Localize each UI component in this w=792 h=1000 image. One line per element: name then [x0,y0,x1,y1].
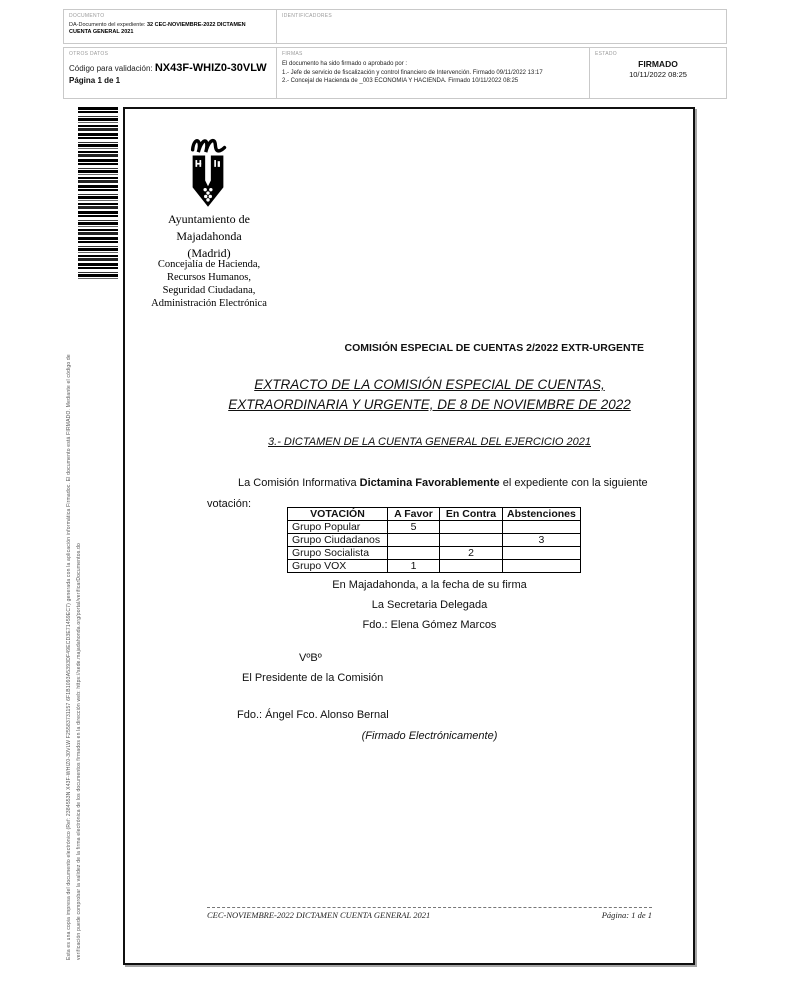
electronic-signature-note: (Firmado Electrónicamente) [361,730,498,742]
votes-en-contra [440,560,503,573]
header-estado-cell [589,47,727,99]
votes-en-contra: 2 [440,547,503,560]
votacion-table [287,507,581,573]
main-heading-line1: EXTRACTO DE LA COMISIÓN ESPECIAL DE CUENTAS, [254,377,605,392]
vertical-verification-text-line2: verificación puede comprobar la validez de la firma electrónica de los documentos firmados en la dirección web: https://sede.majadahonda.org/portal/verificarDocumentos.do [76,543,82,960]
vertical-verification-text-line1: Esta es una copia impresa del documento electrónico (Ref: 2384553N X43F-WHIZ0-30VLW F25583731157 6F1B1093A5393DF49ECD3E71459EC7) generada con la aplicación informática Firmadoc. El documento está FIRMADO. Mediante el código de [66,354,72,960]
votes-a-favor: 1 [388,560,440,573]
page-count: Página 1 de 1 [69,76,121,85]
group-name: Grupo Socialista [288,547,388,560]
votes-abstenciones [503,560,581,573]
agenda-item-heading [207,436,652,448]
firmas-label: FIRMAS [282,51,303,57]
votes-abstenciones: 3 [503,534,581,547]
firmas-text [282,60,584,86]
header-firmas-cell [276,47,590,99]
firmas-intro: El documento ha sido firmado o aprobado por : [282,61,408,67]
table-row [288,547,581,560]
paragraph-prefix: La Comisión Informativa [238,477,360,489]
group-name: Grupo Ciudadanos [288,534,388,547]
col-abstenciones: Abstenciones [503,508,581,521]
signed-status: FIRMADO [638,59,678,69]
table-row [288,560,581,573]
paragraph-verdict: Dictamina Favorablemente [359,477,500,489]
org-dept-line1: Concejalía de Hacienda, [157,259,261,270]
documento-text [69,22,249,36]
org-dept-line3: Seguridad Ciudadana, [162,285,256,296]
page-footer [207,907,652,920]
header-identificadores-cell [276,9,727,44]
footer-document-ref: CEC-NOVIEMBRE-2022 DICTAMEN CUENTA GENERAL 2021 [207,910,431,920]
paragraph-line2: votación: [207,498,252,510]
votes-abstenciones [503,547,581,560]
president-role: El Presidente de la Comisión [242,672,384,684]
estado-label: ESTADO [595,51,617,57]
otros-datos-label: OTROS DATOS [69,51,109,57]
secretary-signature: Fdo.: Elena Gómez Marcos [362,619,497,631]
closing-place: En Majadahonda, a la fecha de su firma [332,579,527,591]
signed-datetime: 10/11/2022 08:25 [629,70,687,79]
agenda-item-heading-text: 3.- DICTAMEN DE LA CUENTA GENERAL DEL EJERCICIO 2021 [268,436,591,448]
org-name-line2: Majadahonda [176,229,242,243]
firmas-line-1: 1.- Jefe de servicio de fiscalización y control financiero de Intervención. Firmado 09/11/2022 13:17 [282,69,543,76]
col-en-contra: En Contra [440,508,503,521]
barcode [78,107,118,280]
secretary-role: La Secretaria Delegada [371,599,488,611]
documento-prefix: DA-Documento del expediente: [69,22,147,28]
header-documento-cell [63,9,277,44]
documento-title: 32 CEC-NOVIEMBRE-2022 DICTAMEN CUENTA GENERAL 2021 [69,22,246,35]
paragraph-suffix: el expediente con la siguiente [499,477,648,489]
validation-code-label: Código para validación: [69,64,155,73]
president-signature: Fdo.: Ángel Fco. Alonso Bernal [237,709,389,721]
identificadores-label: IDENTIFICADORES [282,13,333,19]
documento-label: DOCUMENTO [69,13,105,19]
firmas-line-2: 2.- Concejal de Hacienda de _003 ECONOMIA Y HACIENDA. Firmado 10/11/2022 08:25 [282,78,519,84]
validation-code: NX43F-WHIZ0-30VLW [154,62,267,74]
main-heading [207,375,652,415]
table-header-row [288,508,581,521]
footer-page-number: Página: 1 de 1 [601,910,652,920]
header-otros-datos-cell [63,47,277,99]
group-name: Grupo VOX [288,560,388,573]
votes-a-favor [388,534,440,547]
org-name-line3: (Madrid) [187,246,231,260]
votes-abstenciones [503,521,581,534]
votes-a-favor [388,547,440,560]
col-a-favor: A Favor [388,508,440,521]
org-dept-line4: Administración Electrónica [151,298,267,309]
votes-a-favor: 5 [388,521,440,534]
group-name: Grupo Popular [288,521,388,534]
main-heading-line2: EXTRAORDINARIA Y URGENTE, DE 8 DE NOVIEMBRE DE 2022 [228,397,631,412]
org-dept-line2: Recursos Humanos, [167,272,251,283]
votes-en-contra [440,534,503,547]
validation-code-line [69,62,271,74]
vobo-label: VºBº [299,652,322,664]
org-name-line1: Ayuntamiento de [168,212,250,226]
table-row [288,521,581,534]
col-votacion: VOTACIÓN [288,508,388,521]
votes-en-contra [440,521,503,534]
table-row [288,534,581,547]
content-column [207,109,652,963]
session-title: COMISIÓN ESPECIAL DE CUENTAS 2/2022 EXTR-URGENTE [344,342,644,354]
document-page [123,107,695,965]
